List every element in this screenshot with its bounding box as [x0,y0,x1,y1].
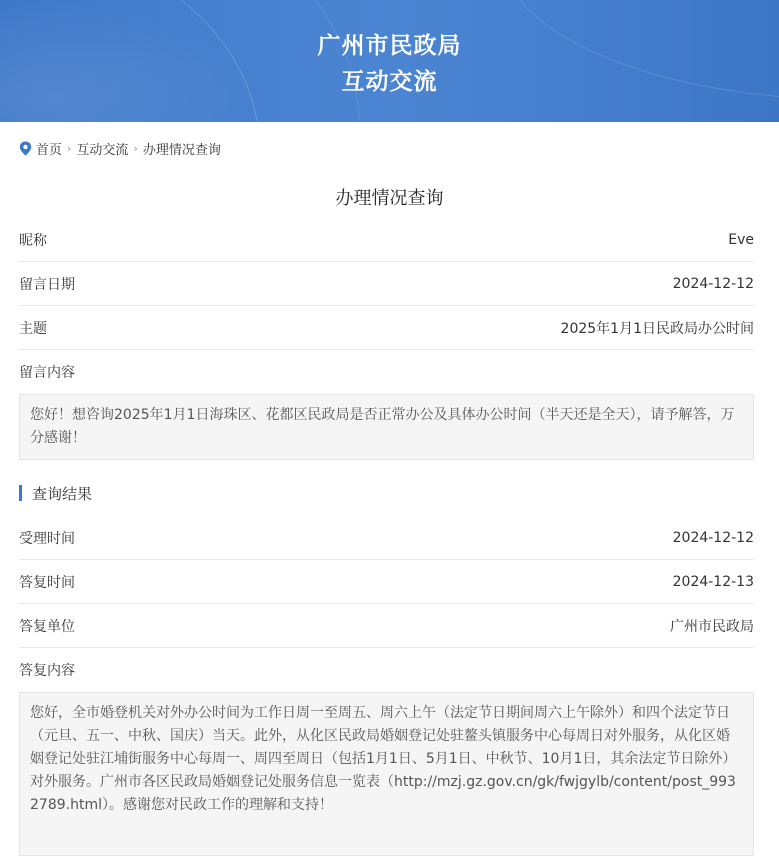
breadcrumb-separator: › [67,141,72,155]
section-accent-bar [19,485,22,501]
reply-content-box: 您好，全市婚登机关对外办公时间为工作日周一至周五、周六上午（法定节日期间周六上午除外）和四个法定节日（元旦、五一、中秋、国庆）当天。此外，从化区民政局婚姻登记处驻鳌头镇服务中心每周日对外服务，从化区婚姻登记处驻江埔街服务中心每周一、周四至周日（包括1月1日、5月1日、中秋节、10月1日，其余法定节日除外）对外服务。广州市各区民政局婚姻登记处服务信息一览表（http://mzj.gz.gov.cn/gk/fwjgylb/content/post_9932789.html）。感谢您对民政工作的理解和支持！ [19,692,754,856]
result-section-heading [19,483,92,503]
message-content-label: 留言内容 [19,365,75,381]
reply-time-row [19,560,754,604]
breadcrumb-interaction-link[interactable]: 互动交流 [76,142,129,158]
accept-time-row [19,516,754,560]
breadcrumb-home-link[interactable]: 首页 [36,142,63,158]
breadcrumb [19,138,221,158]
message-content-row [19,350,754,394]
breadcrumb-separator: › [133,141,138,155]
message-date-row [19,262,754,306]
message-content-box: 您好！想咨询2025年1月1日海珠区、花都区民政局是否正常办公及具体办公时间（半天还是全天），请予解答，万分感谢！ [19,394,754,460]
subject-row [19,306,754,350]
result-section-title: 查询结果 [32,484,93,503]
reply-content-row [19,648,754,692]
reply-content-label: 答复内容 [19,663,75,679]
reply-time-value: 2024-12-13 [672,573,754,590]
reply-unit-row [19,604,754,648]
nickname-row [19,218,754,262]
location-pin-icon [19,141,32,156]
org-name: 广州市民政局 [317,33,462,59]
message-details [19,218,754,394]
reply-time-label: 答复时间 [19,574,75,591]
message-date-label: 留言日期 [19,276,75,293]
nickname-value: Eve [728,231,754,248]
reply-unit-label: 答复单位 [19,618,75,635]
section-name: 互动交流 [341,69,438,95]
breadcrumb-current: 办理情况查询 [142,142,221,158]
message-date-value: 2024-12-12 [672,275,754,292]
accept-time-label: 受理时间 [19,530,75,547]
accept-time-value: 2024-12-12 [672,529,754,546]
nickname-label: 昵称 [19,232,47,249]
result-details [19,516,754,692]
banner-titles [0,28,779,100]
reply-unit-value: 广州市民政局 [670,618,754,635]
page-title: 办理情况查询 [335,188,444,209]
header-banner [0,0,779,122]
subject-label: 主题 [19,320,47,337]
subject-value: 2025年1月1日民政局办公时间 [560,320,754,337]
